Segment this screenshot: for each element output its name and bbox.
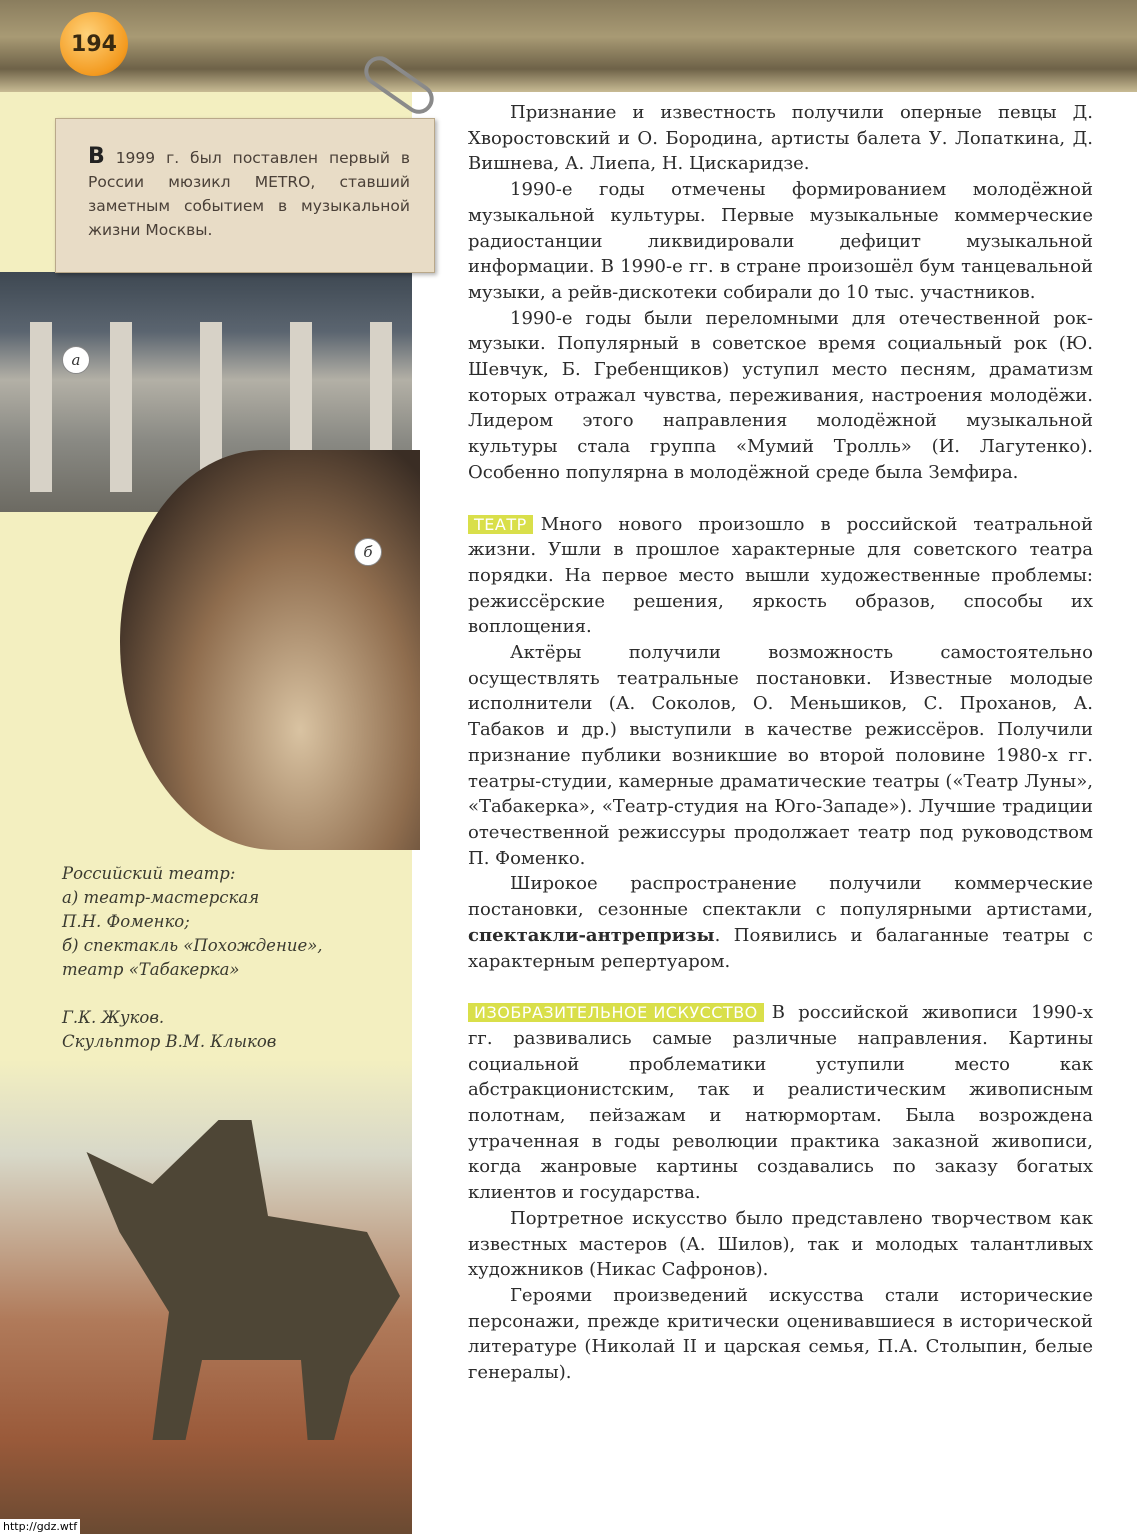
paragraph-text: . Появились и балаганные театры с характерным репертуаром.: [468, 924, 1093, 972]
caption-line: б) спектакль «Похождение»,: [62, 936, 323, 955]
paragraph: Портретное искусство было представлено творчеством как известных мастеров (А. Шилов), так и молодых талантливых художников (Никас Сафронов).: [468, 1207, 1093, 1281]
photo-label-b: б: [354, 538, 382, 566]
caption-line: театр «Табакерка»: [62, 960, 240, 979]
page-number: 194: [60, 12, 128, 76]
photo-label-a: а: [62, 346, 90, 374]
statue-caption-line: Г.К. Жуков.: [62, 1008, 165, 1027]
paragraph: [468, 871, 1093, 974]
caption-line: Российский театр:: [62, 864, 236, 883]
paragraph-text: Много нового произошло в российской театральной жизни. Ушли в прошлое характерные для советского театра порядки. На первое место вышли художественные проблемы: режиссёрские решения, яркость образов, способы их воплощения.: [468, 513, 1093, 638]
header-banner-image: [0, 0, 1137, 92]
paragraph: Актёры получили возможность самостоятельно осуществлять театральные постановки. Известные молодые исполнители (А. Соколов, О. Меньшиков, С. Проханов, А. Табаков и др.) выступили в качестве режиссёров. Получили признание публики возникшие во второй половине 1980-х гг. театры-студии, камерные драматические театры («Театр Луны», «Табакерка», «Театр-студия на Юго-Западе»). Лучшие традиции отечественной режиссуры продолжает театр под руководством П. Фоменко.: [468, 642, 1093, 869]
bold-term: спектакли-антрепризы: [468, 924, 715, 946]
note-initial: В: [88, 144, 105, 169]
caption-line: П.Н. Фоменко;: [62, 912, 190, 931]
note-text: 1999 г. был поставлен первый в России мюзикл METRO, ставший заметным событием в музыкальной жизни Москвы.: [88, 149, 410, 239]
paragraph-text: Широкое распространение получили коммерческие постановки, сезонные спектакли с популярными артистами,: [468, 873, 1093, 921]
main-text: [468, 100, 1093, 1386]
paragraph-text: В российской живописи 1990-х гг. развивались самые различные направления. Картины социальной проблематики уступили место как абстракционистским, так и реалистическим живописным полотнам, пейзажам и натюрмортам. Была возрождена утраченная в годы революции практика заказной живописи, когда жанровые картины создавались по заказу богатых клиентов и государства.: [468, 1002, 1093, 1204]
fact-note: [55, 118, 435, 273]
statue-caption-line: Скульптор В.М. Клыков: [62, 1032, 277, 1051]
footer-url[interactable]: http://gdz.wtf: [0, 1519, 80, 1534]
art-section-intro: [468, 1000, 1093, 1206]
paragraph: 1990-е годы отмечены формированием молодёжной музыкальной культуры. Первые музыкальные коммерческие радиостанции ликвидировали дефицит музыкальной информации. В 1990-е гг. в стране произошёл бум танцевальной музыки, а рейв-дискотеки собирали до 10 тыс. участников.: [468, 179, 1093, 303]
section-tag-art: ИЗОБРАЗИТЕЛЬНОЕ ИСКУССТВО: [468, 1003, 764, 1022]
paragraph: Героями произведений искусства стали исторические персонажи, прежде критически оценивавшиеся в исторической литературе (Николай II и царская семья, П.А. Столыпин, белые генералы).: [468, 1284, 1093, 1384]
theatre-section-intro: [468, 512, 1093, 641]
section-tag-theatre: ТЕАТР: [468, 515, 533, 534]
photo-caption: [62, 862, 392, 1054]
caption-line: а) театр-мастерская: [62, 888, 260, 907]
paragraph: 1990-е годы были переломными для отечественной рок-музыки. Популярный в советское время социальный рок (Ю. Шевчук, Б. Гребенщиков) уступил место песням, драматизм которых отражал чувства, переживания, настроения молодёжи. Лидером этого направления молодёжной музыкальной культуры стала группа «Мумий Тролль» (И. Лагутенко). Особенно популярна в молодёжной среде была Земфира.: [468, 307, 1093, 483]
paragraph: Признание и известность получили оперные певцы Д. Хворостовский и О. Бородина, артисты балета У. Лопаткина, Д. Вишнева, А. Лиепа, Н. Цискаридзе.: [468, 102, 1093, 175]
